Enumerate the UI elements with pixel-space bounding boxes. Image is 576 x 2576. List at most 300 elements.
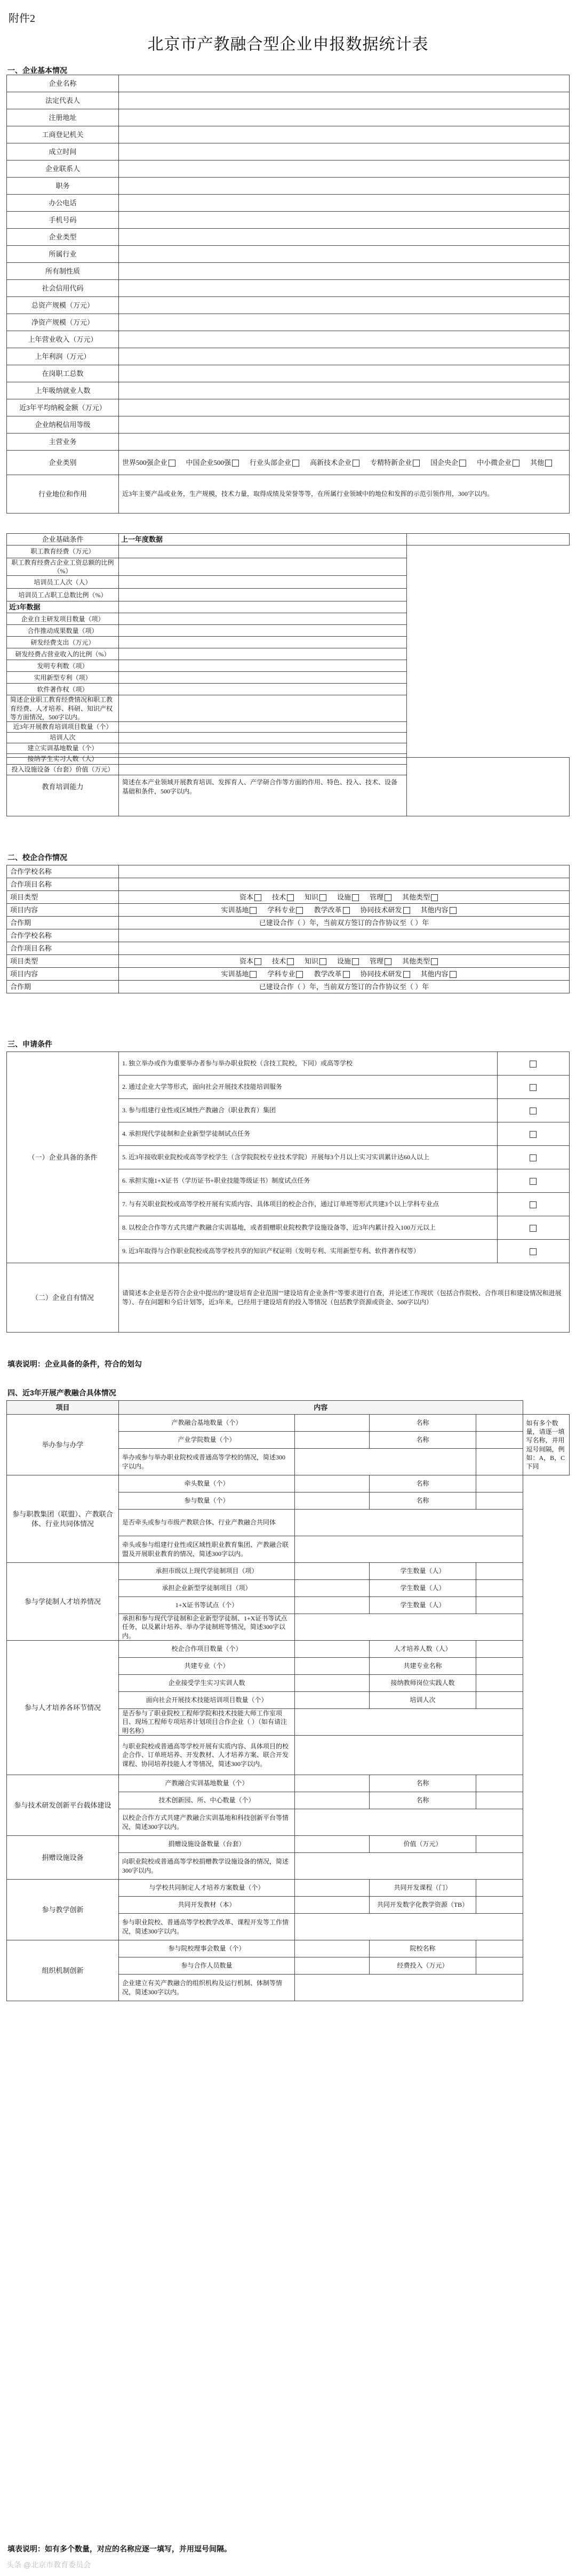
- project-content-option[interactable]: 协同技术研发: [361, 970, 412, 978]
- project-content-label: 项目内容: [7, 904, 119, 917]
- project-content-option[interactable]: 其他内容: [421, 906, 459, 914]
- project-type-options: [119, 891, 570, 904]
- field-value-input[interactable]: [119, 416, 570, 434]
- checkbox-icon[interactable]: [530, 1131, 537, 1138]
- practice-metric-input[interactable]: [295, 1475, 370, 1492]
- practice-metric-label: 1+X证书等试点（个）: [119, 1597, 295, 1614]
- practice-metric-label: 承担企业新型学徒制项目（项）: [119, 1580, 295, 1597]
- metric-value-input[interactable]: [119, 732, 407, 743]
- checkbox-icon[interactable]: [431, 958, 438, 965]
- checkbox-icon[interactable]: [403, 971, 410, 978]
- category-option[interactable]: 世界500强企业: [122, 459, 178, 467]
- practice-name-input[interactable]: [476, 1432, 523, 1449]
- metric-row: [7, 545, 570, 558]
- practice-name-input[interactable]: [476, 1641, 523, 1658]
- field-label: 总资产规模（万元）: [7, 297, 119, 314]
- basic-field-row: [7, 365, 570, 382]
- field-value-input[interactable]: [119, 109, 570, 126]
- basic-field-row: [7, 348, 570, 365]
- condition-text: 6. 承担实施1+X证书（学历证书+职业技能等级证书）制度试点任务: [119, 1169, 498, 1193]
- practice-metric-label: 企业接受学生实习实训人数: [119, 1675, 295, 1692]
- practice-description-input[interactable]: [295, 1809, 523, 1836]
- basic-field-row: [7, 263, 570, 280]
- checkbox-icon[interactable]: [530, 1201, 537, 1208]
- practice-description-input[interactable]: [295, 1736, 523, 1775]
- practice-metric-input[interactable]: [295, 1957, 370, 1975]
- period-row: [7, 981, 570, 993]
- basic-info-table: [6, 75, 570, 513]
- practice-block-label: 组织机制创新: [7, 1940, 119, 2001]
- field-value-input[interactable]: [119, 348, 570, 365]
- condition-text: 5. 近3年接收职业院校或高等学校学生（含学院院校专业技术学院）开展每3个月以上实习实训累计达60人以上: [119, 1146, 498, 1169]
- field-value-input[interactable]: [119, 246, 570, 263]
- checkbox-icon[interactable]: [292, 460, 299, 467]
- period-label: 合作期: [7, 981, 119, 993]
- field-label: 近3年平均纳税金额（万元）: [7, 399, 119, 416]
- practice-name-input[interactable]: [476, 1836, 523, 1853]
- checkbox-icon[interactable]: [343, 907, 350, 914]
- condition-text: 7. 与有关职业院校或高等学校开展有实质内容、具体项目的校企合作，通过订单班等形式共建3个以上学科专业点: [119, 1193, 498, 1216]
- practice-metric-input[interactable]: [295, 1432, 370, 1449]
- practice-name-label: 院校名称: [370, 1940, 476, 1957]
- checkbox-icon[interactable]: [413, 460, 420, 467]
- section-3-note: 填表说明：企业具备的条件，符合的划勾: [7, 1360, 142, 1368]
- project-type-row: [7, 955, 570, 968]
- field-value-input[interactable]: [119, 263, 570, 280]
- side-note: 如有多个数量，请逐一填写名称，并用逗号间隔，例如：A，B，C 下同: [523, 1415, 570, 1475]
- checkbox-icon[interactable]: [352, 894, 359, 901]
- practice-metric-input[interactable]: [295, 1692, 370, 1709]
- project-type-option[interactable]: 其他类型: [402, 957, 440, 965]
- metric-label: 培训员工占职工总数比例（%）: [7, 589, 119, 601]
- category-option[interactable]: 国企央企: [430, 459, 468, 467]
- field-label: 上年营业收入（万元）: [7, 331, 119, 348]
- practice-name-label: 共同开发数字化教学资源（TB）: [370, 1897, 476, 1914]
- checkbox-icon[interactable]: [530, 1178, 537, 1185]
- school-cooperation-table: [6, 865, 570, 993]
- checkbox-icon[interactable]: [352, 958, 359, 965]
- checkbox-icon[interactable]: [431, 894, 438, 901]
- checkbox-icon[interactable]: [296, 907, 303, 914]
- practice-name-label: 名称: [370, 1775, 476, 1792]
- project-content-label: 项目内容: [7, 968, 119, 981]
- section-4-note: 填表说明：如有多个数量，对应的名称应逐一填写，并用逗号间隔。: [7, 2545, 231, 2553]
- practice-metric-label: 参与合作人员数量: [119, 1957, 295, 1975]
- metric-value-input[interactable]: [119, 637, 407, 648]
- checkbox-icon[interactable]: [169, 460, 175, 467]
- practice-metric-input[interactable]: [295, 1658, 370, 1675]
- metric-value-input[interactable]: [119, 558, 407, 576]
- practice-block-label: 参与教学创新: [7, 1880, 119, 1940]
- project-type-row: [7, 891, 570, 904]
- practice-row: [7, 1475, 570, 1492]
- metric-value-input[interactable]: [119, 545, 407, 558]
- practice-description: 承担和参与现代学徒制和企业新型学徒制、1+X证书等试点任务，以及累计培养、举办学徒制班等情况，简述300字以内。: [119, 1614, 295, 1641]
- checkbox-icon[interactable]: [385, 958, 391, 965]
- field-label: 职务: [7, 178, 119, 195]
- practice-metric-input[interactable]: [295, 1897, 370, 1914]
- practice-name-input[interactable]: [476, 1775, 523, 1792]
- field-label: 工商登记机关: [7, 126, 119, 143]
- application-conditions-table: [6, 1052, 570, 1333]
- field-label: 净资产规模（万元）: [7, 314, 119, 331]
- field-value-input[interactable]: [119, 314, 570, 331]
- practice-name-label: 名称: [370, 1432, 476, 1449]
- practice-name-label: 接纳教师岗位实践人数: [370, 1675, 476, 1692]
- project-content-option[interactable]: 学科专业: [267, 906, 305, 914]
- project-content-option[interactable]: 教学改革: [314, 970, 351, 978]
- metric-value-input[interactable]: [119, 743, 407, 753]
- project-type-options: [119, 955, 570, 968]
- practice-metric-input[interactable]: [295, 1563, 370, 1580]
- metric-label: 软件著作权（项）: [7, 684, 119, 695]
- practice-description-input[interactable]: [295, 1914, 523, 1940]
- metric-row: [7, 648, 570, 660]
- field-value-input[interactable]: [119, 161, 570, 178]
- metric-row: [7, 589, 570, 601]
- practice-block-label: 捐赠设施设备: [7, 1836, 119, 1880]
- practice-description-input[interactable]: [295, 1536, 523, 1563]
- basic-field-row: [7, 246, 570, 263]
- checkbox-icon[interactable]: [530, 1061, 537, 1068]
- practice-metric-label: 面向社会开展技术技能培训项目数量（个）: [119, 1692, 295, 1709]
- practice-table: [6, 1400, 570, 2001]
- metric-value-input[interactable]: [119, 684, 407, 695]
- project-name-input[interactable]: [119, 942, 570, 955]
- checkbox-icon[interactable]: [450, 971, 457, 978]
- basic-field-row: [7, 75, 570, 92]
- checkbox-icon[interactable]: [254, 894, 261, 901]
- one-year-title: 上一年度数据: [119, 534, 407, 545]
- practice-metric-label: 参与院校理事会数量（个）: [119, 1940, 295, 1957]
- col-project-header: 项目: [7, 1401, 119, 1415]
- project-content-option[interactable]: 实训基地: [221, 906, 259, 914]
- practice-name-input[interactable]: [476, 1940, 523, 1957]
- basic-field-row: [7, 161, 570, 178]
- practice-block-label: 参与学徒制人才培养情况: [7, 1563, 119, 1641]
- project-type-option[interactable]: 管理: [370, 893, 394, 901]
- practice-row: [7, 1641, 570, 1658]
- checkbox-icon[interactable]: [385, 894, 391, 901]
- practice-metric-input[interactable]: [295, 1580, 370, 1597]
- metric-value-input[interactable]: [119, 589, 407, 601]
- practice-metric-input[interactable]: [295, 1836, 370, 1853]
- edu-text: 简述企业职工教育经费情况和职工教育经费、人才培养、科研、知识产权等方面情况，500字以内。: [7, 695, 119, 722]
- practice-metric-input[interactable]: [295, 1415, 370, 1432]
- field-value-input[interactable]: [119, 280, 570, 297]
- practice-description: 是否参与了职业院校工程师学院和技术技能大师工作室项目、现场工程师专项培养计划项目合作企业（ ）（如有请注明名称）: [119, 1709, 295, 1736]
- checkbox-icon[interactable]: [250, 907, 257, 914]
- practice-description-input[interactable]: [295, 1853, 523, 1880]
- field-value-input[interactable]: [119, 75, 570, 92]
- category-options: [119, 451, 570, 475]
- practice-metric-input[interactable]: [295, 1641, 370, 1658]
- school-name-input[interactable]: [119, 865, 570, 878]
- practice-name-input[interactable]: [476, 1658, 523, 1675]
- field-value-input[interactable]: [119, 297, 570, 314]
- project-type-option[interactable]: 管理: [370, 957, 394, 965]
- practice-row: [7, 1415, 570, 1432]
- self-situation-label: （二）企业自有情况: [7, 1263, 119, 1333]
- field-value-input[interactable]: [119, 399, 570, 416]
- project-type-option[interactable]: 知识: [305, 893, 329, 901]
- field-label: 企业纳税信用等级: [7, 416, 119, 434]
- basic-field-row: [7, 229, 570, 246]
- metric-value-input[interactable]: [119, 613, 407, 625]
- category-option[interactable]: 中国企业500强: [186, 459, 242, 467]
- project-type-option[interactable]: 设施: [337, 893, 361, 901]
- checkbox-icon[interactable]: [403, 907, 410, 914]
- metric-row: [7, 721, 570, 732]
- school-name-input[interactable]: [119, 929, 570, 942]
- practice-name-label: 共建专业名称: [370, 1658, 476, 1675]
- checkbox-icon[interactable]: [319, 894, 326, 901]
- project-content-row: [7, 904, 570, 917]
- period-text[interactable]: 已建设合作（ ）年，当前双方签订的合作协议至（ ）年: [119, 981, 570, 993]
- basic-field-row: [7, 212, 570, 229]
- category-option[interactable]: 中小微企业: [477, 459, 522, 467]
- field-label: 办公电话: [7, 195, 119, 212]
- category-option[interactable]: 高新技术企业: [310, 459, 362, 467]
- category-option[interactable]: 专精特新企业: [370, 459, 422, 467]
- period-row: [7, 917, 570, 929]
- field-label: 企业名称: [7, 75, 119, 92]
- practice-description-input[interactable]: [295, 1449, 476, 1475]
- metric-row: [7, 576, 570, 589]
- metric-value-input[interactable]: [119, 672, 407, 684]
- basic-field-row: [7, 92, 570, 109]
- practice-metric-label: 参与数量（个）: [119, 1492, 295, 1510]
- practice-name-label: 培训人次: [370, 1692, 476, 1709]
- section-1-heading: 一、企业基本情况: [7, 66, 67, 75]
- project-content-option[interactable]: 其他内容: [421, 970, 459, 978]
- practice-metric-label: 共建专业（个）: [119, 1658, 295, 1675]
- period-text[interactable]: 已建设合作（ ）年，当前双方签订的合作协议至（ ）年: [119, 917, 570, 929]
- project-content-option[interactable]: 学科专业: [267, 970, 305, 978]
- field-label: 上年利润（万元）: [7, 348, 119, 365]
- metric-label: 实用新型专利（项）: [7, 672, 119, 684]
- practice-metric-label: 校企合作项目数量（个）: [119, 1641, 295, 1658]
- checkbox-icon[interactable]: [254, 958, 261, 965]
- checkbox-icon[interactable]: [545, 460, 552, 467]
- practice-name-input[interactable]: [476, 1475, 523, 1492]
- training-text: 简述在本产业领域开展教育培训、发挥育人、产学研合作等方面的作用、特色、投入、技术、设备基础和条件，500字以内。: [119, 758, 407, 816]
- practice-name-input[interactable]: [476, 1597, 523, 1614]
- school-name-label: 合作学校名称: [7, 865, 119, 878]
- practice-name-input[interactable]: [476, 1580, 523, 1597]
- metric-row: [7, 743, 570, 753]
- practice-description-input[interactable]: [295, 1709, 523, 1736]
- section-2-heading: 二、校企合作情况: [7, 853, 67, 862]
- project-type-option[interactable]: 设施: [337, 957, 361, 965]
- category-option[interactable]: 行业头部企业: [250, 459, 301, 467]
- practice-name-input[interactable]: [476, 1957, 523, 1975]
- practice-name-label: 名称: [370, 1792, 476, 1809]
- field-value-input[interactable]: [119, 331, 570, 348]
- metric-label: 研发经费支出（万元）: [7, 637, 119, 648]
- practice-description: 向职业院校或普通高等学校捐赠教学设施设备的情况，简述300字以内。: [119, 1853, 295, 1880]
- checkbox-icon[interactable]: [530, 1248, 537, 1255]
- checkbox-icon[interactable]: [343, 971, 350, 978]
- field-label: 所属行业: [7, 246, 119, 263]
- basic-field-row: [7, 126, 570, 143]
- practice-description: 与职业院校或普通高等学校开展有实质内容、具体项目的校企合作、订单班培养、开发教材、人才培养方案、联合开发课程、协同培养技能人才等情况，简述300字以内。: [119, 1736, 295, 1775]
- checkbox-icon[interactable]: [530, 1154, 537, 1161]
- category-option[interactable]: 其他: [530, 459, 554, 467]
- field-value-input[interactable]: [119, 195, 570, 212]
- project-name-row: [7, 878, 570, 891]
- practice-metric-input[interactable]: [295, 1492, 370, 1510]
- metric-label: 职工教育经费占企业工资总额的比例（%）: [7, 558, 119, 576]
- checkbox-icon[interactable]: [513, 460, 519, 467]
- checkbox-icon[interactable]: [459, 460, 466, 467]
- school-name-row: [7, 929, 570, 942]
- practice-name-input[interactable]: [476, 1792, 523, 1809]
- condition-text: 1. 独立举办或作为重要举办者参与举办职业院校（含技工院校，下同）或高等学校: [119, 1052, 498, 1076]
- practice-row: [7, 1836, 570, 1853]
- practice-metric-label: 技术创新园、所、中心数量（个）: [119, 1792, 295, 1809]
- condition-text: 8. 以校企合作等方式共建产教融合实训基地，或者捐赠职业院校教学设施设备等，近3年内累计投入100万元以上: [119, 1216, 498, 1240]
- checkbox-icon[interactable]: [353, 460, 359, 467]
- section-3-heading: 三、申请条件: [7, 1040, 52, 1048]
- practice-metric-input[interactable]: [295, 1792, 370, 1809]
- metric-label: 企业自主研发项目数量（项）: [7, 613, 119, 625]
- practice-metric-label: 共同开发教材（本）: [119, 1897, 295, 1914]
- project-type-option[interactable]: 技术: [272, 893, 296, 901]
- field-value-input[interactable]: [119, 434, 570, 451]
- field-value-input[interactable]: [119, 143, 570, 161]
- checkbox-icon[interactable]: [250, 971, 257, 978]
- checkbox-icon[interactable]: [450, 907, 457, 914]
- practice-metric-input[interactable]: [295, 1880, 370, 1897]
- project-type-option[interactable]: 其他类型: [402, 893, 440, 901]
- project-content-option[interactable]: 实训基地: [221, 970, 259, 978]
- period-label: 合作期: [7, 917, 119, 929]
- basic-field-row: [7, 178, 570, 195]
- self-situation-text: 请简述本企业是否符合企业中提出的"建设培育企业范围""建设培育企业条件"等要求进行自查，并论述工作现状（包括合作院校、合作项目和建设情况和进展等）、存在问题和今后计划等，近3年来，已经用于建设培育的投入等情况（包括教学资源或资金、500字以内）: [119, 1263, 570, 1333]
- practice-description-input[interactable]: [295, 1975, 523, 2001]
- field-value-input[interactable]: [119, 365, 570, 382]
- practice-name-input[interactable]: [476, 1880, 523, 1897]
- position-label: 行业地位和作用: [7, 475, 119, 513]
- metric-value-input[interactable]: [119, 625, 407, 637]
- metric-value-input[interactable]: [119, 576, 407, 589]
- basic-field-row: [7, 382, 570, 399]
- field-label: 上年吸纳就业人数: [7, 382, 119, 399]
- practice-metric-label: 牵头数量（个）: [119, 1475, 295, 1492]
- practice-name-input[interactable]: [476, 1492, 523, 1510]
- checkbox-icon[interactable]: [319, 958, 326, 965]
- training-table: [6, 757, 570, 816]
- field-value-input[interactable]: [119, 126, 570, 143]
- practice-name-input[interactable]: [476, 1692, 523, 1709]
- basic-field-row: [7, 280, 570, 297]
- field-value-input[interactable]: [119, 212, 570, 229]
- practice-metric-label: 产业学院数量（个）: [119, 1432, 295, 1449]
- practice-metric-label: 承担市级以上现代学徒制项目（项）: [119, 1563, 295, 1580]
- practice-name-label: 学生数量（人）: [370, 1597, 476, 1614]
- practice-name-input[interactable]: [476, 1897, 523, 1914]
- school-name-label: 合作学校名称: [7, 929, 119, 942]
- practice-name-input[interactable]: [476, 1563, 523, 1580]
- project-type-option[interactable]: 资本: [239, 957, 263, 965]
- metric-row: [7, 684, 570, 695]
- practice-name-label: 名称: [370, 1492, 476, 1510]
- practice-metric-label: 产教融合基地数量（个）: [119, 1415, 295, 1432]
- practice-name-label: 名称: [370, 1475, 476, 1492]
- practice-metric-input[interactable]: [295, 1940, 370, 1957]
- project-content-option[interactable]: 教学改革: [314, 906, 351, 914]
- checkbox-icon[interactable]: [530, 1225, 537, 1232]
- field-value-input[interactable]: [119, 178, 570, 195]
- field-value-input[interactable]: [119, 92, 570, 109]
- metric-label: 职工教育经费（万元）: [7, 545, 119, 558]
- metric-value-input[interactable]: [119, 660, 407, 672]
- field-label: 社会信用代码: [7, 280, 119, 297]
- basic-field-row: [7, 399, 570, 416]
- field-value-input[interactable]: [119, 382, 570, 399]
- field-label: 法定代表人: [7, 92, 119, 109]
- metric-row: [7, 558, 570, 576]
- metric-label: 近3年开展教育培训项目数量（个）: [7, 721, 119, 732]
- metric-value-input[interactable]: [119, 721, 407, 732]
- checkbox-icon[interactable]: [530, 1108, 537, 1114]
- field-label: 在岗职工总数: [7, 365, 119, 382]
- checkbox-icon[interactable]: [287, 958, 294, 965]
- metric-row: [7, 613, 570, 625]
- condition-row: [7, 1052, 570, 1076]
- field-label: 主营业务: [7, 434, 119, 451]
- practice-metric-input[interactable]: [295, 1775, 370, 1792]
- practice-description: 牵头或参与组建行业性或区域性职业教育集团、产教融合联盟及开展职业教育的情况，简述300字以内。: [119, 1536, 295, 1563]
- metric-label: 培训人次: [7, 732, 119, 743]
- project-content-option[interactable]: 协同技术研发: [361, 906, 412, 914]
- project-type-option[interactable]: 技术: [272, 957, 296, 965]
- condition-text: 9. 近3年取得与合作职业院校或高等学校共享的知识产权证明（发明专利、实用新型专利、软件著作权等）: [119, 1240, 498, 1263]
- practice-description-input[interactable]: [295, 1510, 523, 1536]
- metric-value-input[interactable]: [119, 648, 407, 660]
- practice-metric-input[interactable]: [295, 1675, 370, 1692]
- metric-label: 投入设施设备（台套）价值（万元）: [7, 764, 119, 775]
- metric-label: 培训员工人次（人）: [7, 576, 119, 589]
- basic-field-row: [7, 143, 570, 161]
- practice-name-label: 学生数量（人）: [370, 1563, 476, 1580]
- field-value-input[interactable]: [119, 229, 570, 246]
- metric-label: 合作推动成果数量（项）: [7, 625, 119, 637]
- checkbox-icon[interactable]: [530, 1084, 537, 1091]
- project-type-option[interactable]: 知识: [305, 957, 329, 965]
- checkbox-icon[interactable]: [287, 894, 294, 901]
- conditions-table: [6, 533, 570, 775]
- checkbox-icon[interactable]: [296, 971, 303, 978]
- practice-metric-input[interactable]: [295, 1597, 370, 1614]
- basic-field-row: [7, 297, 570, 314]
- practice-description: 以校企合作方式共建产教融合实训基地和科技创新平台等情况，简述300字以内。: [119, 1809, 295, 1836]
- checkbox-icon[interactable]: [232, 460, 239, 467]
- project-type-option[interactable]: 资本: [239, 893, 263, 901]
- condition-text: 4. 承担现代学徒制和企业新型学徒制试点任务: [119, 1122, 498, 1146]
- metric-label: 接纳学生实习人数（人）: [7, 753, 119, 764]
- condition-text: 3. 参与组建行业性或区域性产教融合（职业教育）集团: [119, 1099, 498, 1122]
- practice-name-input[interactable]: [476, 1675, 523, 1692]
- field-label: 注册地址: [7, 109, 119, 126]
- practice-name-input[interactable]: [476, 1415, 523, 1432]
- project-name-input[interactable]: [119, 878, 570, 891]
- col-content-header: 内容: [119, 1401, 523, 1415]
- practice-description-input[interactable]: [295, 1614, 523, 1641]
- training-label: 教育培训能力: [7, 758, 119, 816]
- practice-block-label: 参与人才培养各环节情况: [7, 1641, 119, 1775]
